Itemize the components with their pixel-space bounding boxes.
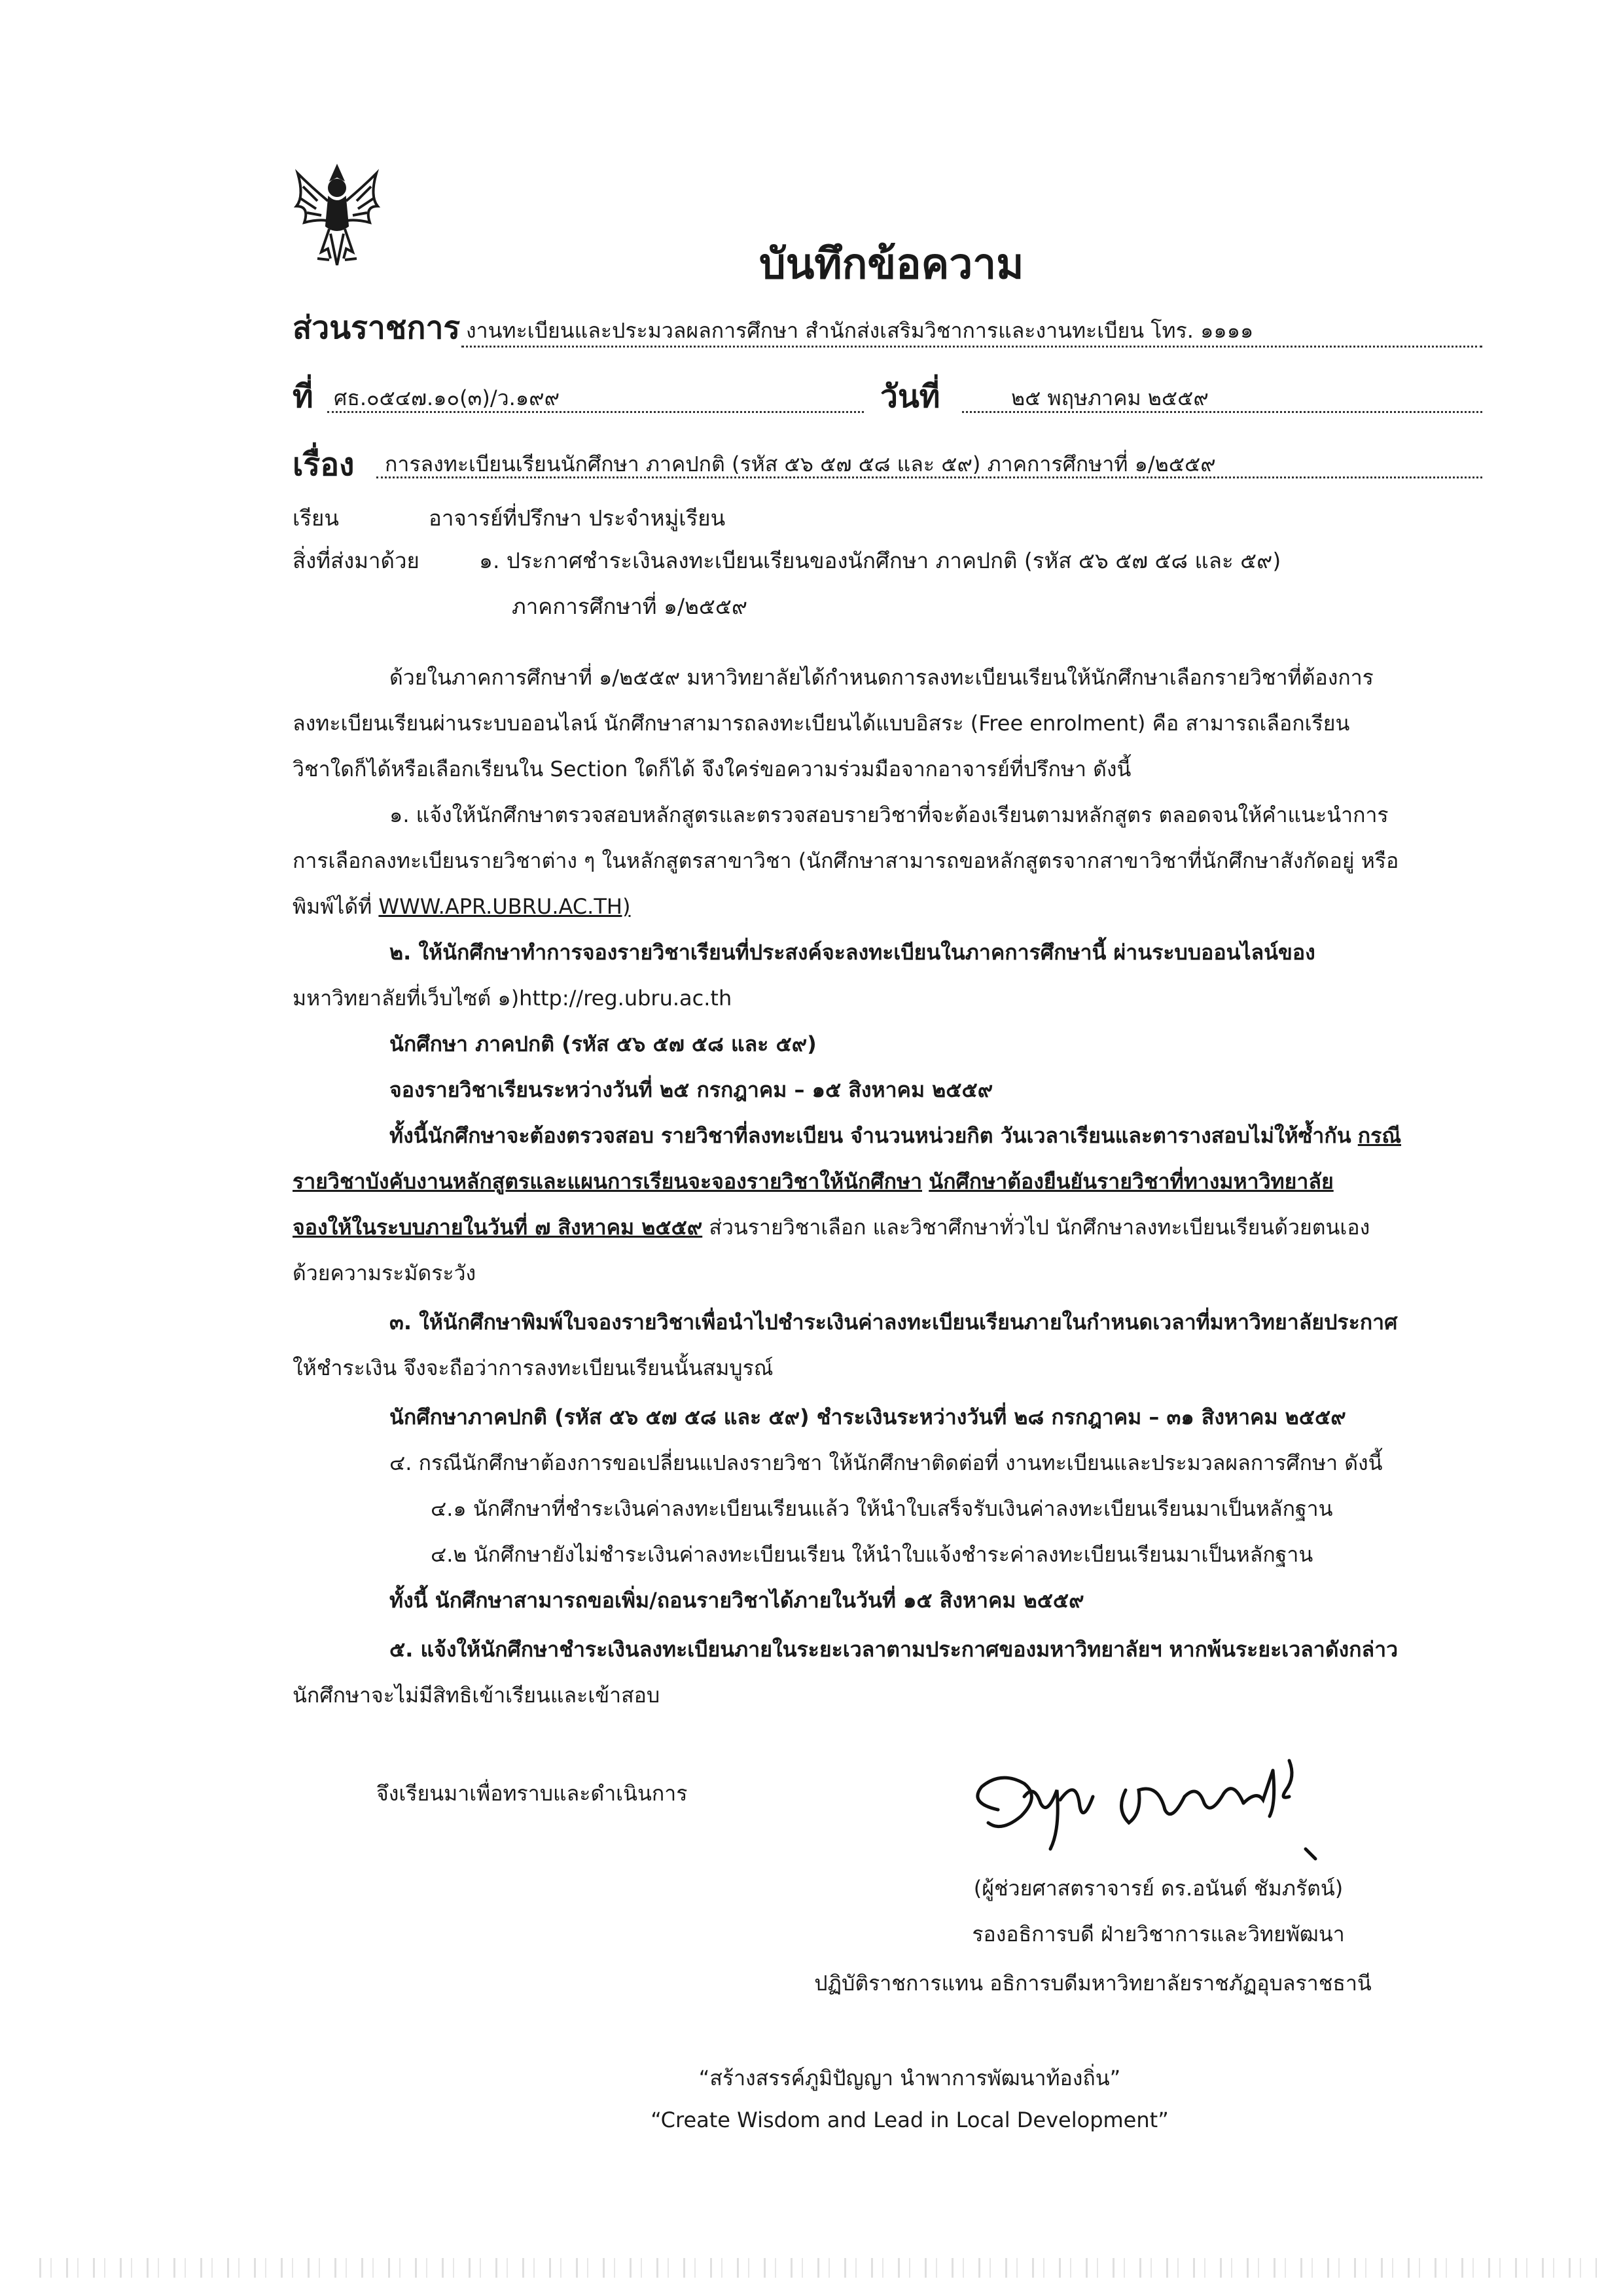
scan-noise [39,2258,1597,2278]
curriculum-link[interactable]: WWW.APR.UBRU.AC.TH) [378,894,631,919]
signatory-acting: ปฏิบัติราชการแทน อธิการบดีมหาวิทยาลัยราชภัฏอุบลราชธานี [814,1971,1372,1996]
agency-label: ส่วนราชการ [293,310,461,346]
item-2-electives: ส่วนรายวิชาเลือก และวิชาศึกษาทั่วไป นักศึกษาลงทะเบียนเรียนด้วยตนเอง [709,1215,1370,1240]
motto-english: “Create Wisdom and Lead in Local Development” [651,2108,1169,2132]
ref-label: ที่ [293,378,313,415]
item-3-line-2: ให้ชำระเงิน จึงจะถือว่าการลงทะเบียนเรียนนั้นสมบูรณ์ [293,1355,774,1380]
item-4-note: ทั้งนี้ [389,1588,428,1613]
item-4-add-drop: นักศึกษาสามารถขอเพิ่ม/ถอนรายวิชาได้ภายในวันที่ ๑๕ สิงหาคม ๒๕๕๙ [435,1588,1084,1613]
handwritten-signature-icon [962,1751,1329,1869]
item-2-compulsory: รายวิชาบังคับงานหลักสูตรและแผนการเรียนจะจองรายวิชาให้นักศึกษา [293,1169,923,1194]
item-1-line-3 [293,890,630,924]
item-1-prefix: พิมพ์ได้ที่ [293,894,372,919]
item-2-line-5 [389,1119,1401,1153]
attachment-line-2: ภาคการศึกษาที่ ๑/๒๕๕๙ [512,594,747,619]
item-2-line-7 [293,1211,1370,1244]
item-4-line-2: ๔.๑ นักศึกษาที่ชำระเงินค่าลงทะเบียนเรียนแล้ว ให้นำใบเสร็จรับเงินค่าลงทะเบียนเรียนมาเป็นหลักฐาน [431,1496,1333,1521]
item-2-line-8: ด้วยความระมัดระวัง [293,1261,476,1285]
signatory-position: รองอธิการบดี ฝ่ายวิชาการและวิทยพัฒนา [972,1922,1345,1946]
item-2-case-start: กรณี [1357,1123,1402,1148]
item-2-confirm: นักศึกษาต้องยืนยันรายวิชาที่ทางมหาวิทยาลัย [929,1169,1334,1194]
intro-line-2: ลงทะเบียนเรียนผ่านระบบออนไลน์ นักศึกษาสามารถลงทะเบียนได้แบบอิสระ (Free enrolment) คือ สามารถเลือกเรียน [293,711,1350,736]
signatory-name: (ผู้ช่วยศาสตราจารย์ ดร.อนันต์ ชัมภรัตน์) [973,1876,1344,1901]
item-1-line-1: ๑. แจ้งให้นักศึกษาตรวจสอบหลักสูตรและตรวจสอบรายวิชาที่จะต้องเรียนตามหลักสูตร ตลอดจนให้คำแนะนำการ [389,802,1389,827]
item-2-line-1: ๒. ให้นักศึกษาทำการจองรายวิชาเรียนที่ประสงค์จะลงทะเบียนในภาคการศึกษานี้ ผ่านระบบออนไลน์ของ [389,940,1315,965]
to-label: เรียน [293,505,339,531]
document-title: บันทึกข้อความ [759,240,1024,289]
subject-value: การลงทะเบียนเรียนนักศึกษา ภาคปกติ (รหัส ๕๖ ๕๗ ๕๘ และ ๕๙) ภาคการศึกษาที่ ๑/๒๕๕๙ [385,452,1216,476]
item-3-line-1: ๓. ให้นักศึกษาพิมพ์ใบจองรายวิชาเพื่อนำไปชำระเงินค่าลงทะเบียนเรียนภายในกำหนดเวลาที่มหาวิทยาลัยประกาศ [389,1310,1398,1335]
intro-line-3: วิชาใดก็ได้หรือเลือกเรียนใน Section ใดก็ได้ จึงใคร่ขอความร่วมมือจากอาจารย์ที่ปรึกษา ดังนี้ [293,757,1132,781]
date-label: วันที่ [880,378,940,415]
item-1-line-2: การเลือกลงทะเบียนรายวิชาต่าง ๆ ในหลักสูตรสาขาวิชา (นักศึกษาสามารถขอหลักสูตรจากสาขาวิชาที่นักศึกษาสังกัดอยู่ หรือ [293,848,1399,873]
item-5-line-1: ๕. แจ้งให้นักศึกษาชำระเงินลงทะเบียนภายในระยะเวลาตามประกาศของมหาวิทยาลัยฯ หากพ้นระยะเวลาดังกล่าว [389,1637,1399,1662]
item-4-line-3: ๔.๒ นักศึกษายังไม่ชำระเงินค่าลงทะเบียนเรียน ให้นำใบแจ้งชำระค่าลงทะเบียนเรียนมาเป็นหลักฐาน [431,1542,1313,1567]
date-value: ๒๕ พฤษภาคม ๒๕๕๙ [1011,386,1209,410]
item-2-line-3: นักศึกษา ภาคปกติ (รหัส ๕๖ ๕๗ ๕๘ และ ๕๙) [389,1031,817,1056]
item-2-line-4: จองรายวิชาเรียนระหว่างวันที่ ๒๕ กรกฎาคม – ๑๕ สิงหาคม ๒๕๕๙ [389,1077,993,1102]
ref-number: ศธ.๐๕๔๗.๑๐(๓)/ว.๑๙๙ [334,386,560,410]
item-3-line-3: นักศึกษาภาคปกติ (รหัส ๕๖ ๕๗ ๕๘ และ ๕๙) ชำระเงินระหว่างวันที่ ๒๘ กรกฎาคม – ๓๑ สิงหาคม ๒๕๕๙ [389,1405,1346,1429]
motto-thai: “สร้างสรรค์ภูมิปัญญา นำพาการพัฒนาท้องถิ่น” [698,2066,1121,2090]
attachment-label: สิ่งที่ส่งมาด้วย [293,548,419,573]
item-2-note: ทั้งนี้นักศึกษาจะต้องตรวจสอบ รายวิชาที่ลงทะเบียน จำนวนหน่วยกิต วันเวลาเรียนและตารางสอบไม่ให้ซ้ำกัน [389,1123,1351,1148]
garuda-emblem-icon [291,160,383,275]
item-2-deadline: จองให้ในระบบภายในวันที่ ๗ สิงหาคม ๒๕๕๙ [293,1215,703,1240]
closing-text: จึงเรียนมาเพื่อทราบและดำเนินการ [376,1781,688,1806]
subject-label: เรื่อง [293,446,355,483]
to-value: อาจารย์ที่ปรึกษา ประจำหมู่เรียน [429,505,726,531]
intro-line-1: ด้วยในภาคการศึกษาที่ ๑/๒๕๕๙ มหาวิทยาลัยได้กำหนดการลงทะเบียนเรียนให้นักศึกษาเลือกรายวิชาที่ต้องการ [389,665,1374,690]
item-4-line-4 [389,1584,1084,1617]
item-4-line-1: ๔. กรณีนักศึกษาต้องการขอเปลี่ยนแปลงรายวิชา ให้นักศึกษาติดต่อที่ งานทะเบียนและประมวลผลการศึกษา ดังนี้ [389,1450,1383,1475]
attachment-line-1: ๑. ประกาศชำระเงินลงทะเบียนเรียนของนักศึกษา ภาคปกติ (รหัส ๕๖ ๕๗ ๕๘ และ ๕๙) [479,548,1281,573]
item-2-line-2: มหาวิทยาลัยที่เว็บไซต์ ๑)http://reg.ubru.ac.th [293,986,732,1011]
agency-value: งานทะเบียนและประมวลผลการศึกษา สำนักส่งเสริมวิชาการและงานทะเบียน โทร. ๑๑๑๑ [466,318,1254,343]
item-2-line-6 [293,1165,1334,1198]
item-5-line-2: นักศึกษาจะไม่มีสิทธิเข้าเรียนและเข้าสอบ [293,1683,660,1708]
